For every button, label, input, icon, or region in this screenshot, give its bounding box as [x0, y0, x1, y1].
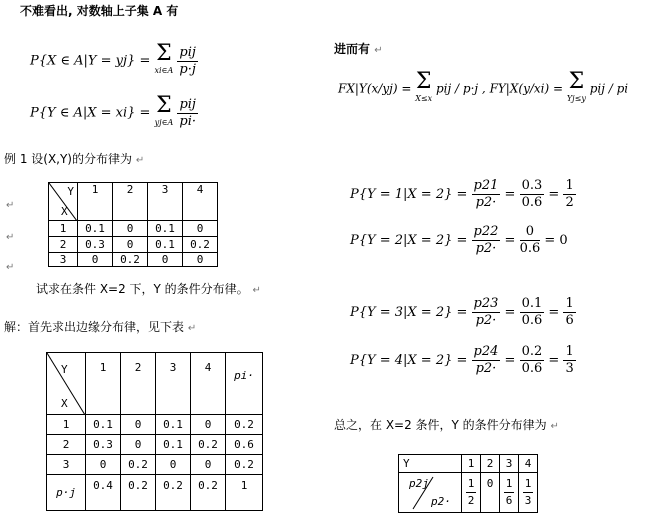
table-corner: Y X	[47, 353, 86, 415]
formula-2: P{Y ∈ A|X = xi} = Σ yj∈A $\frac{\text{pij}}{pi\cdot}$	[30, 93, 196, 129]
formula-1: P{X ∈ A|Y = yj} = Σ xi∈A $\frac{\text{pij}}{p\cdot j}$	[30, 41, 196, 77]
marginal-distribution-table	[46, 352, 263, 511]
table-row: 1 0.1 0 0.1 0 0.2	[47, 415, 263, 435]
return-mark: ↵	[6, 232, 15, 243]
table-row: 3 0 0.2 0 0	[49, 253, 218, 267]
column-header: pi·	[226, 353, 263, 415]
question-text: 试求在条件 X=2 下，Y 的条件分布律。 ↵	[36, 282, 261, 296]
column-header: 2	[481, 455, 500, 473]
table-row: 3 0 0.2 0 0 0.2	[47, 455, 263, 475]
column-header: 3	[156, 353, 191, 415]
column-header: 2	[121, 353, 156, 415]
cond-prob-1: P{Y = 1|X = 2} = $\frac{p21}{p2\cdot}$ = $\frac{0.3}{0.6}$ = $\frac{1}{2}$	[350, 178, 574, 210]
column-header: Y	[399, 455, 462, 473]
left-heading: 不难看出, 对数轴上子集 A 有	[20, 4, 179, 18]
column-header: 4	[519, 455, 538, 473]
column-header: 4	[191, 353, 226, 415]
summary-text: 总之，在 X=2 条件，Y 的条件分布律为 ↵	[334, 418, 559, 432]
table-row: p2j p2· $\frac{1}{2}$ 0 $\frac{1}{6}$ $\frac{1}{3}$	[399, 473, 538, 513]
column-header: 1	[78, 183, 113, 221]
column-header: 2	[113, 183, 148, 221]
solution-text: 解：首先求出边缘分布律，见下表 ↵	[4, 320, 197, 334]
joint-distribution-table	[48, 182, 218, 267]
column-header: 3	[148, 183, 183, 221]
column-header: 4	[183, 183, 218, 221]
right-heading: 进而有 ↵	[334, 42, 383, 56]
return-mark: ↵	[6, 262, 15, 273]
table-row: 2 0.3 0 0.1 0.2	[49, 237, 218, 253]
column-header: 1	[86, 353, 121, 415]
column-header: 3	[500, 455, 519, 473]
column-header: 1	[462, 455, 481, 473]
cond-prob-2: P{Y = 2|X = 2} = $\frac{p22}{p2\cdot}$ = $\frac{0}{0.6}$ = 0	[350, 224, 568, 256]
conditional-cdf-formula: FX|Y(x/yj) = Σ X≤x pij / p·j , FY|X(y/xi) = Σ Yj≤y pij / pi	[338, 69, 629, 103]
cond-prob-3: P{Y = 3|X = 2} = $\frac{p23}{p2\cdot}$ = $\frac{0.1}{0.6}$ = $\frac{1}{6}$	[350, 296, 574, 328]
conditional-distribution-table	[398, 454, 538, 513]
cond-prob-4: P{Y = 4|X = 2} = $\frac{p24}{p2\cdot}$ = $\frac{0.2}{0.6}$ = $\frac{1}{3}$	[350, 344, 574, 376]
table-row: 1 0.1 0 0.1 0	[49, 221, 218, 237]
example-text: 例 1 设(X,Y)的分布律为 ↵	[4, 152, 145, 166]
table-corner: Y X	[49, 183, 78, 221]
return-mark: ↵	[6, 200, 15, 211]
table-row: 2 0.3 0 0.1 0.2 0.6	[47, 435, 263, 455]
table-row: p·j 0.4 0.2 0.2 0.2 1	[47, 475, 263, 511]
